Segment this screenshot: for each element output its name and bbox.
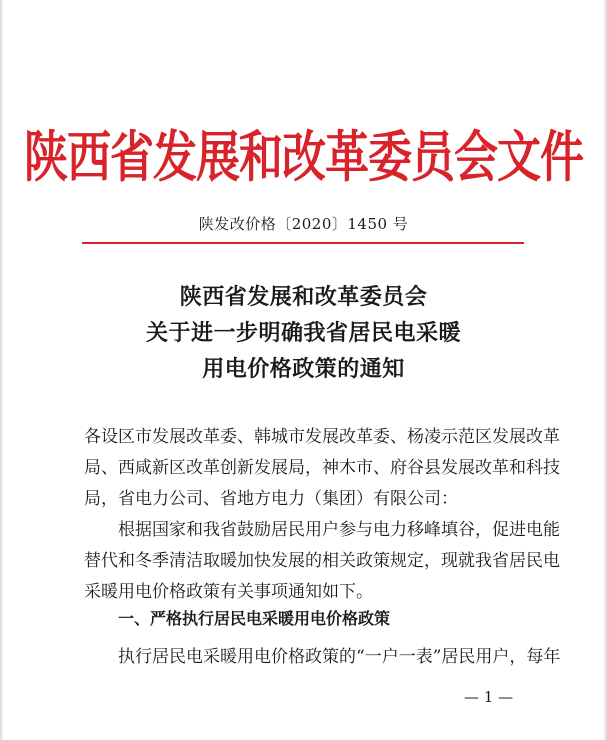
document-number: 陕发改价格〔2020〕1450 号: [198, 215, 409, 233]
red-separator-line: [82, 242, 524, 244]
intro-line-1: 根据国家和我省鼓励居民用户参与电力移峰填谷，促进电能: [118, 520, 560, 540]
document-title: [0, 280, 607, 388]
intro-line-3: 采暖用电价格政策有关事项通知如下。: [84, 582, 373, 602]
issuer-header-title: 陕西省发展和改革委员会文件: [24, 125, 583, 190]
addressee-line-3: 局，省电力公司、省地方电力（集团）有限公司：: [84, 489, 458, 509]
section1-paragraph: [84, 642, 561, 673]
title-line-3: 用电价格政策的通知: [202, 357, 405, 382]
intro-paragraph: [84, 515, 560, 608]
page-number: — 1 —: [464, 688, 514, 706]
title-line-2: 关于进一步明确我省居民电采暖: [145, 321, 461, 346]
addressee-line-2: 局、西咸新区改革创新发展局，神木市、府谷县发展改革和科技: [84, 458, 560, 478]
section-heading-1: 一、严格执行居民电采暖用电价格政策: [118, 609, 391, 628]
section1-line-1: 执行居民电采暖用电价格政策的“一户一表”居民用户，每年: [118, 647, 561, 667]
addressee-line-1: 各设区市发展改革委、韩城市发展改革委、杨凌示范区发展改革: [84, 427, 560, 447]
title-line-1: 陕西省发展和改革委员会: [179, 285, 428, 310]
addressee-block: [84, 422, 560, 515]
intro-line-2: 替代和冬季清洁取暖加快发展的相关政策规定，现就我省居民电: [84, 551, 560, 571]
